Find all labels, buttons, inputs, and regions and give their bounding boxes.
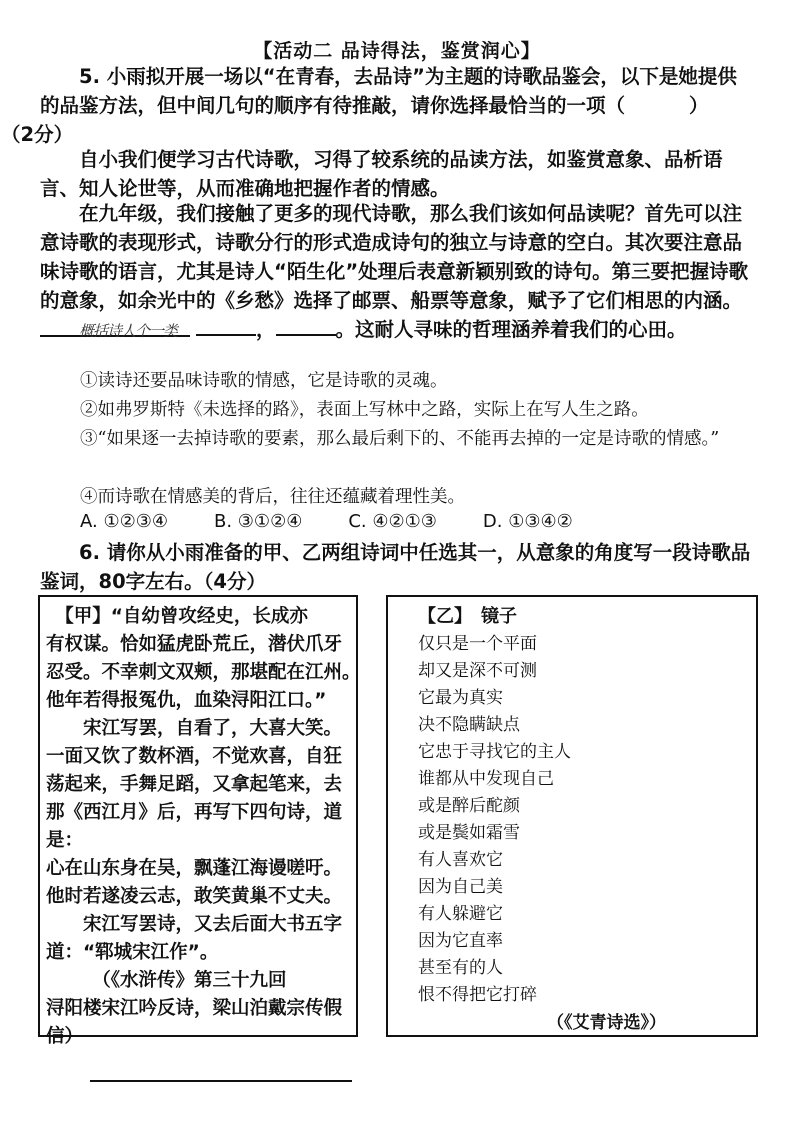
passage-jia-line: 道：“郓城宋江作”。 [46, 942, 219, 963]
poem-line: 或是鬓如霜雪 [418, 823, 520, 843]
passage-box-jia [38, 595, 361, 1047]
poem-line: 恨不得把它打碎 [418, 985, 537, 1005]
q5-paragraph-2: 在九年级，我们接触了更多的现代诗歌，那么我们该如何品读呢？首先可以注意诗歌的表现形式，诗歌分行的形式造成诗句的独立与诗意的空白。其次要注意品味诗歌的语言，尤其是诗人“陌生化”处理后表意新颖别致的诗句。第三要把握诗歌的意象，如余光中的《乡愁》选择了邮票、船票等意象，赋予了它们相思的内涵。 概括诗人个一类 ， 。这耐人寻味的哲理涵养着我们的心田。 [40, 202, 749, 341]
poem-source: （《艾青诗选》） [547, 1013, 666, 1033]
poem-line: 它忠于寻找它的主人 [418, 742, 571, 762]
poem-line: 或是醉后酡颜 [418, 796, 520, 816]
passage-jia-line: 他时若遂凌云志，敢笑黄巢不丈夫。 [46, 886, 343, 907]
passage-jia-line: 忍受。不幸刺文双颊，那堪配在江州。 [46, 662, 361, 683]
choice-c[interactable]: C. ④②①③ [348, 511, 437, 532]
option-2: ②如弗罗斯特《未选择的路》，表面上写林中之路，实际上在写人生之路。 [80, 400, 649, 420]
choice-d[interactable]: D. ①③④② [482, 511, 573, 532]
passage-jia-line: 浔阳楼宋江吟反诗，梁山泊戴宗传假 [46, 998, 343, 1019]
q5-score: （2分） [1, 123, 74, 146]
passage-jia-line: 信） [46, 1026, 84, 1047]
q5-p2-text: 在九年级，我们接触了更多的现代诗歌，那么我们该如何品读呢？首先可以注意诗歌的表现形式，诗歌分行的形式造成诗句的独立与诗意的空白。其次要注意品味诗歌的语言，尤其是诗人“陌生化”处理后表意新颖别致的诗句。第三要把握诗歌的意象，如余光中的《乡愁》选择了邮票、船票等意象，赋予了它们相思的内涵。 [40, 202, 749, 312]
poem-line: 因为自己美 [418, 877, 503, 897]
poem-line: 它最为真实 [418, 688, 503, 708]
poem-line: 有人躲避它 [418, 904, 503, 924]
fill-blank-2[interactable] [196, 316, 256, 336]
poem-line: 谁都从中发现自己 [418, 769, 554, 789]
answer-choices [80, 508, 760, 536]
q5-stem-text: 5. 小雨拟开展一场以“在青春，去品诗”为主题的诗歌品鉴会，以下是她提供的品鉴方法，但中间几句的顺序有待推敲，请你选择最恰当的一项（ [40, 65, 737, 117]
passage-jia-line: 宋江写罢，自看了，大喜大笑。 [46, 718, 343, 739]
passage-box-yi [386, 595, 758, 1037]
fill-blank-1[interactable]: 概括诗人个一类 [40, 317, 190, 337]
fill-blank-3[interactable] [276, 316, 336, 336]
q5-paragraph-1: 自小我们便学习古代诗歌，习得了较系统的品读方法，如鉴赏意象、品析语言、知人论世等，从而准确地把握作者的情感。 [40, 148, 723, 200]
poem-line: 甚至有的人 [418, 958, 503, 978]
passage-jia-line: 他年若得报冤仇，血染浔阳江口。” [46, 690, 327, 711]
question-5-stem [1, 62, 754, 149]
passage-jia-line: （《水浒传》第三十九回 [46, 970, 287, 991]
passage-jia-line: 是： [46, 830, 84, 851]
poem-line: 仅只是一个平面 [418, 634, 537, 654]
answer-line[interactable] [90, 1080, 352, 1082]
poem-line: 决不隐瞒缺点 [418, 715, 520, 735]
passage-jia-line: 有权谋。恰如猛虎卧荒丘，潜伏爪牙 [46, 634, 343, 655]
poem-title: 【乙】 镜子 [418, 606, 517, 627]
passage-jia-line: 【甲】“自幼曾攻经史，长成亦 [46, 606, 308, 627]
choice-b[interactable]: B. ③①②④ [214, 511, 303, 532]
q5-p2-end: 。这耐人寻味的哲理涵养着我们的心田。 [335, 318, 687, 341]
option-1: ①读诗还要品味诗歌的情感，它是诗歌的灵魂。 [80, 371, 448, 391]
poem-line: 却又是深不可测 [418, 661, 537, 681]
passage-jia-line: 那《西江月》后，再写下四句诗，道 [46, 802, 343, 823]
option-3: ③“如果逐一去掉诗歌的要素，那么最后剩下的、不能再去掉的一定是诗歌的情感。” [80, 429, 720, 449]
question-6-stem: 6. 请你从小雨准备的甲、乙两组诗词中任选其一，从意象的角度写一段诗歌品鉴词，80字左右。（4分） [40, 541, 751, 593]
passage-jia-line: 一面又饮了数杯酒，不觉欢喜，自狂 [46, 746, 343, 767]
passage-jia-line: 心在山东身在吴，飘蓬江海谩嗟吁。 [46, 858, 343, 879]
section-heading: 【活动二 品诗得法，鉴赏润心】 [253, 40, 541, 62]
choice-a[interactable]: A. ①②③④ [80, 511, 168, 532]
passage-jia-line: 荡起来，手舞足蹈，又拿起笔来，去 [46, 774, 343, 795]
q5-stem-close: ） [689, 94, 709, 117]
option-4: ④而诗歌在情感美的背后，往往还蕴藏着理性美。 [80, 487, 465, 507]
poem-line: 有人喜欢它 [418, 850, 503, 870]
passage-jia-line: 宋江写罢诗，又去后面大书五字 [46, 914, 343, 935]
poem-line: 因为它直率 [418, 931, 503, 951]
